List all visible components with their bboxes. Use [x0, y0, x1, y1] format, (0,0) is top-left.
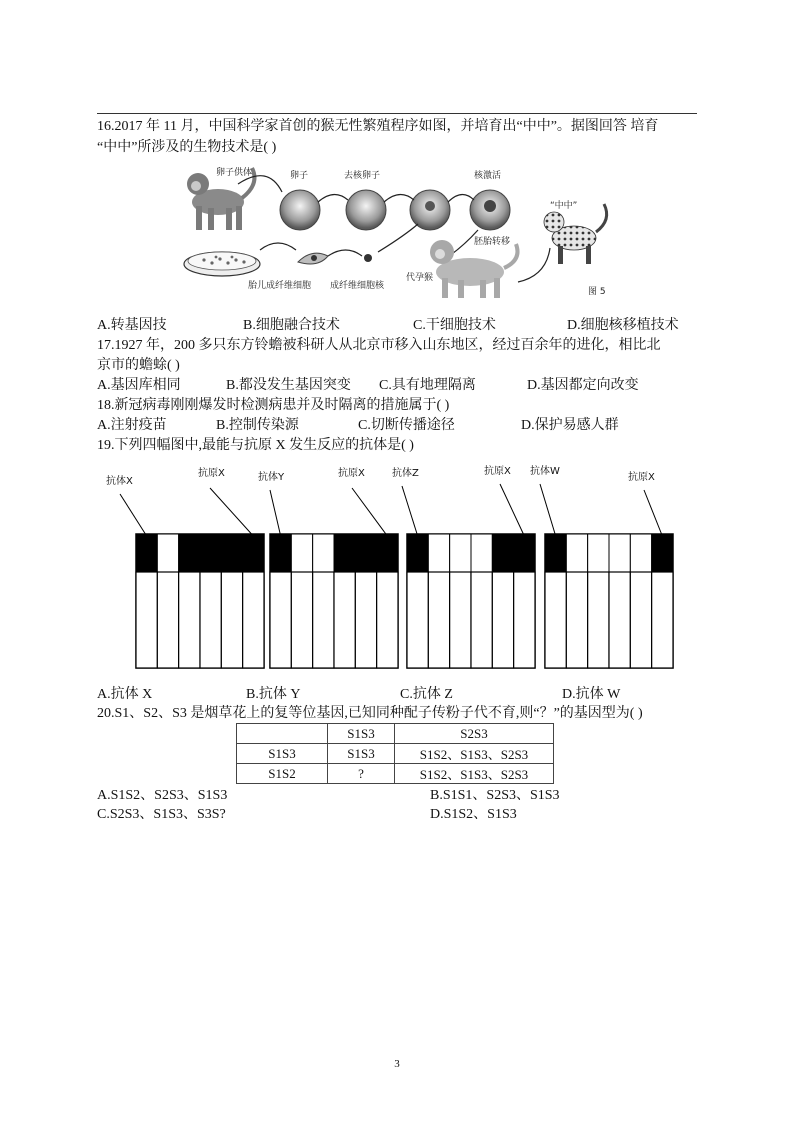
label-activate: 核激活 [474, 171, 502, 181]
panel-column [471, 572, 492, 668]
page-number: 3 [394, 1058, 400, 1070]
antigen-leader-line [644, 490, 662, 536]
antigen-label: 抗原X [484, 466, 511, 477]
antigen-label: 抗原X [628, 472, 655, 483]
q19-text: 19.下列四幅图中,最能与抗原 X 发生反应的抗体是( ) [97, 438, 414, 453]
table-cell: S1S2、S1S3、S2S3 [395, 764, 554, 784]
table-cell: S1S3 [237, 744, 328, 764]
header-rule [97, 113, 697, 114]
antigen-leader-line [352, 488, 387, 536]
surrogate-monkey-icon [430, 240, 518, 298]
q17-text-line1: 17.1927 年，200 多只东方铃蟾被科研人从北京市移入山东地区，经过百余年的进化，相比北 [97, 338, 661, 353]
panel-column [270, 572, 291, 668]
nucleus-icon [364, 254, 372, 262]
q20-option-b[interactable]: B.S1S1、S2S3、S1S3 [430, 788, 560, 803]
petri-dish-icon [184, 252, 260, 276]
pattern-cell [545, 534, 566, 572]
table-row [237, 744, 554, 764]
pattern-cell [492, 534, 513, 572]
panel-column [200, 572, 221, 668]
panel-column [334, 572, 355, 668]
q17-text-line2: 京市的蟾蜍( ) [97, 358, 180, 373]
process-arrows [238, 176, 550, 282]
panel-column [179, 572, 200, 668]
pattern-cell [407, 534, 428, 572]
q19-option-a[interactable]: A.抗体 X [97, 687, 153, 702]
panel-column [377, 572, 398, 668]
pattern-cell [221, 534, 242, 572]
label-fibroblast: 胎儿成纤维细胞 [248, 281, 312, 291]
antigen-label: 抗原X [338, 468, 365, 479]
activated-egg-icon [470, 190, 510, 230]
panel-column [428, 572, 449, 668]
antibody-leader-line [540, 484, 556, 536]
antibody-panel-1 [106, 466, 264, 668]
fused-egg-icon [410, 190, 450, 230]
panel-column [291, 572, 312, 668]
q16-cloning-figure [178, 164, 618, 304]
panel-column [492, 572, 513, 668]
antibody-panel-3 [392, 464, 535, 668]
panel-column [313, 572, 334, 668]
q18-option-c[interactable]: C.切断传播途径 [358, 418, 455, 433]
q18-option-b[interactable]: B.控制传染源 [216, 418, 299, 433]
pattern-cell [157, 534, 178, 572]
table-cell: S1S2、S1S3、S2S3 [395, 744, 554, 764]
antibody-label: 抗体Y [258, 472, 285, 483]
q17-option-a[interactable]: A.基因库相同 [97, 378, 181, 393]
antibody-label: 抗体X [106, 476, 133, 487]
table-row [237, 724, 554, 744]
q16-option-b[interactable]: B.细胞融合技术 [243, 318, 340, 333]
pattern-cell [588, 534, 609, 572]
pattern-cell [313, 534, 334, 572]
q16-option-a[interactable]: A.转基因技 [97, 318, 167, 333]
panel-column [243, 572, 264, 668]
table-cell [237, 724, 328, 744]
panel-column [609, 572, 630, 668]
pattern-cell [355, 534, 376, 572]
label-zhongzhong: “中中” [550, 201, 578, 211]
label-nucleus: 成纤维细胞核 [330, 281, 385, 291]
q16-option-d[interactable]: D.细胞核移植技术 [567, 318, 679, 333]
label-figure-number: 图 5 [588, 287, 606, 297]
pattern-cell [428, 534, 449, 572]
zhongzhong-monkey-icon [544, 204, 607, 264]
q20-option-a[interactable]: A.S1S2、S2S3、S1S3 [97, 788, 228, 803]
panel-column [157, 572, 178, 668]
panel-column [545, 572, 566, 668]
pattern-cell [652, 534, 673, 572]
q16-text-line2: “中中”所涉及的生物技术是( ) [97, 140, 277, 155]
pattern-cell [136, 534, 157, 572]
antigen-leader-line [210, 488, 253, 536]
label-transfer: 胚胎转移 [474, 237, 511, 247]
panel-column [450, 572, 471, 668]
panel-column [588, 572, 609, 668]
q19-antibody-figure [0, 460, 794, 680]
antigen-leader-line [500, 484, 524, 536]
label-donor: 卵子供体 [216, 168, 253, 178]
pattern-cell [334, 534, 355, 572]
q18-option-a[interactable]: A.注射疫苗 [97, 418, 167, 433]
q20-option-c[interactable]: C.S2S3、S1S3、S3S? [97, 807, 226, 822]
panel-column [407, 572, 428, 668]
egg-icon [280, 190, 320, 230]
label-enucleated: 去核卵子 [344, 171, 381, 181]
pattern-cell [630, 534, 651, 572]
antigen-label: 抗原X [198, 468, 225, 479]
panel-column [514, 572, 535, 668]
antibody-label: 抗体W [530, 466, 560, 477]
antibody-label: 抗体Z [392, 468, 419, 479]
q19-option-b[interactable]: B.抗体 Y [246, 687, 301, 702]
enucleated-egg-icon [346, 190, 386, 230]
table-cell: S1S3 [328, 724, 395, 744]
panel-column [136, 572, 157, 668]
pattern-cell [450, 534, 471, 572]
pattern-cell [566, 534, 587, 572]
table-cell: ? [328, 764, 395, 784]
q20-text: 20.S1、S2、S3 是烟草花上的复等位基因,已知同种配子传粉子代不育,则“？”的基因型为( ) [97, 706, 643, 721]
pattern-cell [609, 534, 630, 572]
pattern-cell [270, 534, 291, 572]
antibody-panel-4 [530, 464, 673, 668]
panel-column [630, 572, 651, 668]
pattern-cell [200, 534, 221, 572]
q16-option-c[interactable]: C.干细胞技术 [413, 318, 496, 333]
q16-text-line1: 16.2017 年 11 月，中国科学家首创的猴无性繁殖程序如图，并培育出“中中”。据图回答 培育 [97, 119, 659, 134]
antibody-leader-line [120, 494, 147, 536]
q17-option-c[interactable]: C.具有地理隔离 [379, 378, 476, 393]
q20-option-d[interactable]: D.S1S2、S1S3 [430, 807, 517, 822]
q20-genotype-table [236, 723, 554, 784]
table-cell: S1S2 [237, 764, 328, 784]
panel-column [221, 572, 242, 668]
label-surrogate: 代孕猴 [406, 273, 434, 283]
panel-column [566, 572, 587, 668]
antibody-leader-line [270, 490, 281, 536]
panel-column [355, 572, 376, 668]
q18-text: 18.新冠病毒刚刚爆发时检测病患并及时隔离的措施属于( ) [97, 398, 450, 413]
table-row [237, 764, 554, 784]
antibody-leader-line [402, 486, 418, 536]
panel-column [652, 572, 673, 668]
q19-option-d[interactable]: D.抗体 W [562, 687, 621, 702]
pattern-cell [471, 534, 492, 572]
q19-option-c[interactable]: C.抗体 Z [400, 687, 453, 702]
pattern-cell [377, 534, 398, 572]
q17-option-b[interactable]: B.都没发生基因突变 [226, 378, 351, 393]
antibody-panel-2 [258, 466, 398, 668]
pattern-cell [291, 534, 312, 572]
pattern-cell [514, 534, 535, 572]
label-egg: 卵子 [290, 171, 309, 181]
fibroblast-cell-icon [298, 253, 328, 264]
table-cell: S1S3 [328, 744, 395, 764]
q18-option-d[interactable]: D.保护易感人群 [521, 418, 619, 433]
table-cell: S2S3 [395, 724, 554, 744]
pattern-cell [243, 534, 264, 572]
q17-option-d[interactable]: D.基因都定向改变 [527, 378, 639, 393]
pattern-cell [179, 534, 200, 572]
